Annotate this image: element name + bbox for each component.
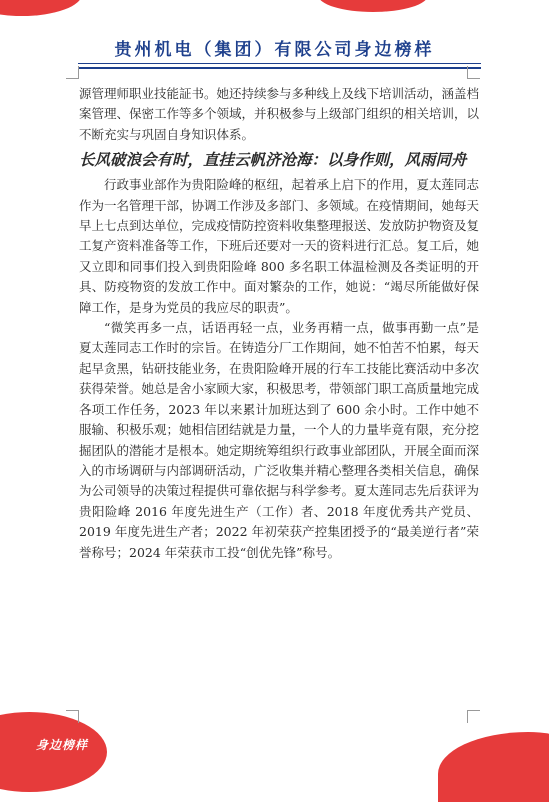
decor-red-blob-top-right — [318, 0, 428, 12]
section-heading: 长风破浪会有时，直挂云帆济沧海：以身作则，风雨同舟 — [79, 151, 467, 170]
decor-red-blob-bottom-right — [438, 732, 549, 802]
crop-mark-bottom-right — [467, 710, 480, 723]
decor-red-blob-top-left — [0, 0, 82, 16]
paragraph: “微笑再多一点，话语再轻一点，业务再精一点，做事再勤一点”是夏太莲同志工作时的宗旨。在铸造分厂工作期间，她不怕苦不怕累，每天起早贪黑，钻研技能业务，在贵阳险峰开展的行车工技能比赛活动中多次获得荣誉。她总是舍小家顾大家，积极思考，带领部门职工高质量地完成各项工作任务，2023 年以来累计加班达到了 600 余小时。工作中她不服输、积极乐观；她相信团结就是力量，一个人的力量毕竟有限，充分挖掘团队的潜能才是根本。她定期统筹组织行政事业部团队，开展全面而深入的市场调研与内部调研活动，广泛收集并精心整理各类相关信息，确保为公司领导的决策过程提供可靠依据与科学参考。夏太莲同志先后获评为贵阳险峰 2016 年度先进生产（工作）者、2018 年度优秀共产党员、2019 年度先进生产者；2022 年初荣获产控集团授予的“最美逆行者”荣誉称号；2024 年荣获市工投“创优先锋”称号。 — [79, 320, 480, 560]
header-rule-thick — [78, 67, 481, 69]
footer-section-label: 身边榜样 — [36, 738, 89, 752]
page-header-title: 贵州机电（集团）有限公司身边榜样 — [114, 40, 435, 60]
crop-mark-bottom-left — [66, 710, 79, 723]
paragraph: 行政事业部作为贵阳险峰的枢纽，起着承上启下的作用，夏太莲同志作为一名管理干部，协调工作涉及多部门、多领域。在疫情期间，她每天早上七点到达单位，完成疫情防控资料收集整理报送、发放防护物资及复工复产资料准备等工作，下班后还要对一天的资料进行汇总。复工后，她又立即和同事们投入到贵阳险峰 800 多名职工体温检测及各类证明的开具、防疫物资的发放工作中。面对繁杂的工作，她说：“竭尽所能做好保障工作，是身为党员的我应尽的职责”。 — [79, 177, 480, 315]
crop-mark-top-right — [467, 66, 480, 79]
header-rule — [78, 63, 481, 64]
paragraph-continued: 源管理师职业技能証书。她还持续参与多种线上及线下培训活动，涵盖档案管理、保密工作等多个领域，并积极参与上级部门组织的相关培训，以不断充实与巩固自身知识体系。 — [79, 86, 480, 142]
crop-mark-top-left — [66, 66, 79, 79]
article-body — [79, 84, 479, 563]
